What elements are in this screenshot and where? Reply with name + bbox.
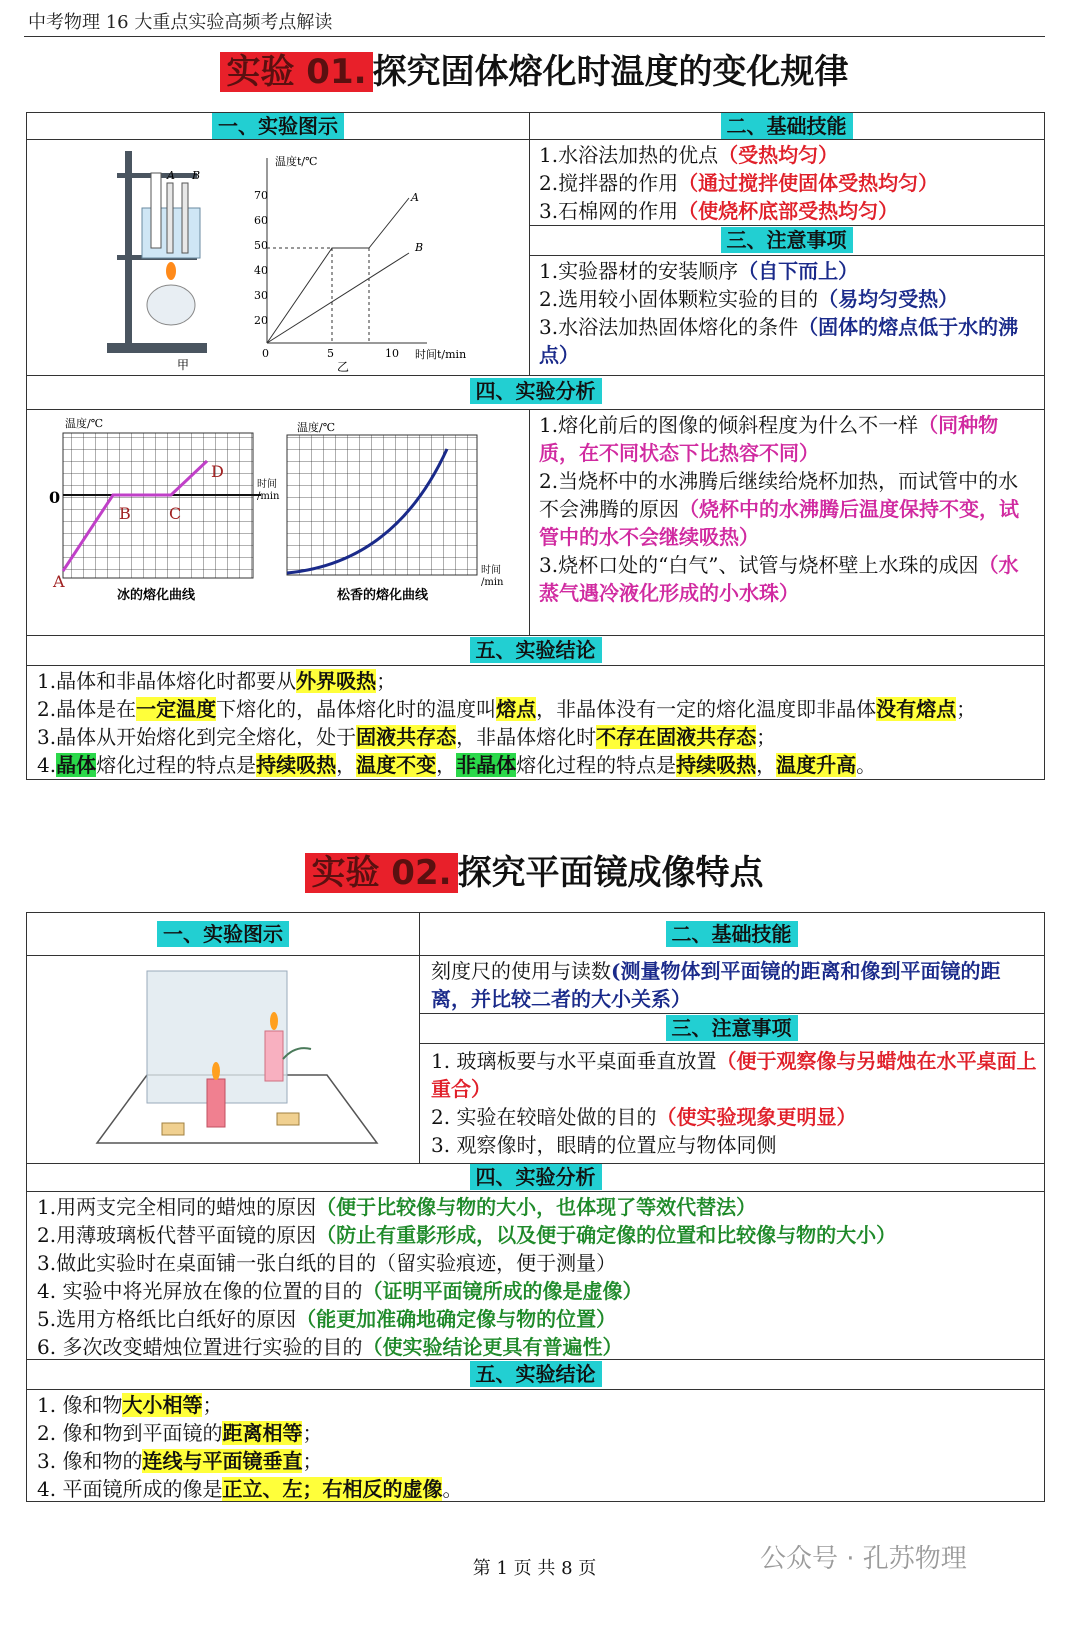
divider — [529, 409, 530, 635]
analysis-item: 1.用两支完全相同的蜡烛的原因（便于比较像与物的大小，也体现了等效代替法） — [37, 1195, 757, 1219]
divider — [419, 1043, 1044, 1044]
exp2-title-text: 探究平面镜成像特点 — [457, 853, 764, 893]
flame — [166, 262, 176, 280]
exp1-notes-list — [539, 257, 1039, 369]
rosin-caption: 松香的熔化曲线 — [337, 588, 429, 603]
exp2-title — [0, 845, 1069, 894]
tick-label: 5 — [327, 347, 334, 360]
divider — [27, 139, 1044, 140]
exp2-sec-analysis: 四、实验分析 — [27, 1164, 1044, 1190]
zero-label: 0 — [49, 488, 61, 507]
conclusion-item: 4. 平面镜所成的像是正立、左；右相反的虚像。 — [37, 1477, 463, 1501]
exp2-sec-notes: 三、注意事项 — [419, 1015, 1044, 1041]
test-tube — [151, 173, 161, 248]
analysis-item: 3.烧杯口处的“白气”、试管与烧杯壁上水珠的成因（水蒸气遇冷液化形成的小水珠） — [539, 553, 1019, 605]
point-d: D — [211, 462, 224, 481]
skill-item: 2.搅拌器的作用（通过搅拌使固体受热均匀） — [539, 171, 939, 195]
divider — [27, 665, 1044, 666]
conclusion-item: 2. 像和物到平面镜的距离相等； — [37, 1421, 323, 1445]
analysis-item: 3.做此实验时在桌面铺一张白纸的目的（留实验痕迹，便于测量） — [37, 1251, 617, 1275]
exp1-table — [26, 112, 1045, 780]
conclusion-item: 3. 像和物的连线与平面镜垂直； — [37, 1449, 323, 1473]
exp2-skills — [431, 957, 1037, 1013]
exp2-table — [26, 912, 1045, 1502]
tick-label: 10 — [385, 347, 399, 360]
exp1-conclusion — [37, 667, 1037, 779]
divider — [27, 955, 1044, 956]
skill-item: 刻度尺的使用与读数(测量物体到平面镜的距离和像到平面镜的距离，并比较二者的大小关系） — [431, 959, 1001, 1011]
tick-label: 0 — [262, 347, 269, 360]
conclusion-item: 1.晶体和非晶体熔化时都要从外界吸热； — [37, 669, 397, 693]
front-candle — [207, 1079, 225, 1127]
exp2-sec-conclusion: 五、实验结论 — [27, 1361, 1044, 1387]
stand-base — [107, 343, 207, 353]
exp1-title — [0, 44, 1069, 93]
tick-label: 20 — [254, 314, 268, 327]
tick-label: 40 — [254, 264, 268, 277]
note-item: 2. 实验在较暗处做的目的（使实验现象更明显） — [431, 1105, 857, 1129]
conclusion-item: 4.晶体熔化过程的特点是持续吸热，温度不变，非晶体熔化过程的特点是持续吸热，温度升高。 — [37, 753, 877, 777]
tick-label: 70 — [254, 189, 268, 202]
exp1-title-text: 探究固体熔化时温度的变化规律 — [372, 52, 849, 92]
thermometer-a — [167, 183, 173, 253]
thermometer-b — [182, 183, 188, 253]
label-yi: 乙 — [337, 360, 350, 373]
curve-a-label: A — [411, 191, 419, 204]
divider — [419, 1013, 1044, 1014]
note-item: 2.选用较小固体颗粒实验的目的（易均匀受热） — [539, 287, 959, 311]
back-candle-flame — [270, 1012, 278, 1030]
y-axis-label: 温度t/℃ — [275, 155, 318, 168]
note-item: 1. 玻璃板要与水平桌面垂直放置（便于观察像与另蜡烛在水平桌面上重合） — [431, 1049, 1037, 1101]
curve-b-label: B — [415, 241, 424, 254]
analysis-item: 4. 实验中将光屏放在像的位置的目的（证明平面镜所成的像是虚像） — [37, 1279, 643, 1303]
page-footer: 第 1 页 共 8 页 — [472, 1558, 597, 1579]
ice-x-label: 时间 — [257, 479, 277, 490]
exp2-notes-list — [431, 1047, 1037, 1159]
ice-x-label-unit: /min — [257, 491, 280, 502]
watermark: 公众号 · 孔苏物理 — [760, 1544, 967, 1574]
exp2-sec-skills: 二、基础技能 — [419, 921, 1044, 947]
x-axis-label: 时间t/min — [415, 348, 467, 361]
exp1-skills-list — [539, 141, 1039, 225]
exp2-conclusion — [37, 1391, 1037, 1503]
rosin-y-label: 温度/℃ — [297, 421, 336, 434]
divider — [27, 375, 1044, 376]
stand-rod — [125, 151, 132, 346]
melting-apparatus-figure — [87, 143, 527, 373]
point-a: A — [53, 572, 65, 591]
page-header: 中考物理 16 大重点实验高频考点解读 — [28, 12, 333, 33]
exp2-sec-figure: 一、实验图示 — [27, 921, 419, 947]
divider — [27, 1191, 1044, 1192]
tick-label: 30 — [254, 289, 268, 302]
conclusion-item: 3.晶体从开始熔化到完全熔化，处于固液共存态，非晶体熔化时不存在固液共存态； — [37, 725, 777, 749]
rosin-x-label: 时间 — [481, 565, 501, 576]
conclusion-item: 1. 像和物大小相等； — [37, 1393, 223, 1417]
support-block — [162, 1123, 184, 1135]
divider — [27, 1389, 1044, 1390]
tick-label: 50 — [254, 239, 268, 252]
front-candle-flame — [212, 1062, 220, 1080]
exp1-sec-skills: 二、基础技能 — [529, 113, 1044, 139]
skill-item: 3.石棉网的作用（使烧杯底部受热均匀） — [539, 199, 899, 223]
exp1-sec-notes: 三、注意事项 — [529, 227, 1044, 253]
analysis-item: 5.选用方格纸比白纸好的原因（能更加准确地确定像与物的位置） — [37, 1307, 617, 1331]
note-item: 1.实验器材的安装顺序（自下而上） — [539, 259, 859, 283]
ice-caption: 冰的熔化曲线 — [117, 588, 196, 603]
label-a: A — [167, 169, 175, 182]
ice-y-label: 温度/℃ — [65, 417, 104, 430]
back-candle — [265, 1031, 283, 1081]
plane-mirror-figure — [87, 963, 407, 1159]
rosin-x-label-unit: /min — [481, 577, 504, 588]
divider — [27, 409, 1044, 410]
exp1-sec-figure: 一、实验图示 — [27, 113, 529, 139]
exp1-analysis-list — [539, 411, 1035, 607]
curve-a — [267, 198, 409, 343]
exp2-tag: 实验 02. — [305, 853, 457, 893]
label-b: B — [192, 169, 201, 182]
skill-item: 1.水浴法加热的优点（受热均匀） — [539, 143, 839, 167]
divider — [529, 225, 1044, 226]
exp2-analysis-list — [37, 1193, 1037, 1361]
melting-curves-figure — [35, 413, 527, 633]
header-rule — [24, 36, 1045, 37]
label-jia: 甲 — [177, 358, 190, 372]
analysis-item: 2.当烧杯中的水沸腾后继续给烧杯加热，而试管中的水不会沸腾的原因（烧杯中的水沸腾后温度保持不变，试管中的水不会继续吸热） — [539, 469, 1019, 549]
point-c: C — [169, 504, 182, 523]
rosin-grid — [287, 435, 477, 575]
note-item: 3.水浴法加热固体熔化的条件（固体的熔点低于水的沸点） — [539, 315, 1019, 367]
conclusion-item: 2.晶体是在一定温度下熔化的，晶体熔化时的温度叫熔点，非晶体没有一定的熔化温度即非晶体没有熔点； — [37, 697, 977, 721]
exp1-sec-conclusion: 五、实验结论 — [27, 637, 1044, 663]
ice-grid — [63, 433, 253, 578]
note-item: 3. 观察像时，眼睛的位置应与物体同侧 — [431, 1133, 777, 1157]
analysis-item: 2.用薄玻璃板代替平面镜的原因（防止有重影形成，以及便于确定像的位置和比较像与物的大小） — [37, 1223, 897, 1247]
point-b: B — [119, 504, 131, 523]
curve-b — [267, 253, 409, 343]
exp1-sec-analysis: 四、实验分析 — [27, 378, 1044, 404]
tick-label: 60 — [254, 214, 268, 227]
analysis-item: 1.熔化前后的图像的倾斜程度为什么不一样（同种物质，在不同状态下比热容不同） — [539, 413, 999, 465]
analysis-item: 6. 多次改变蜡烛位置进行实验的目的（使实验结论更具有普遍性） — [37, 1335, 623, 1359]
alcohol-lamp — [147, 285, 195, 325]
divider — [529, 255, 1044, 256]
support-block — [277, 1113, 299, 1125]
divider — [27, 635, 1044, 636]
exp1-tag: 实验 01. — [220, 52, 372, 92]
